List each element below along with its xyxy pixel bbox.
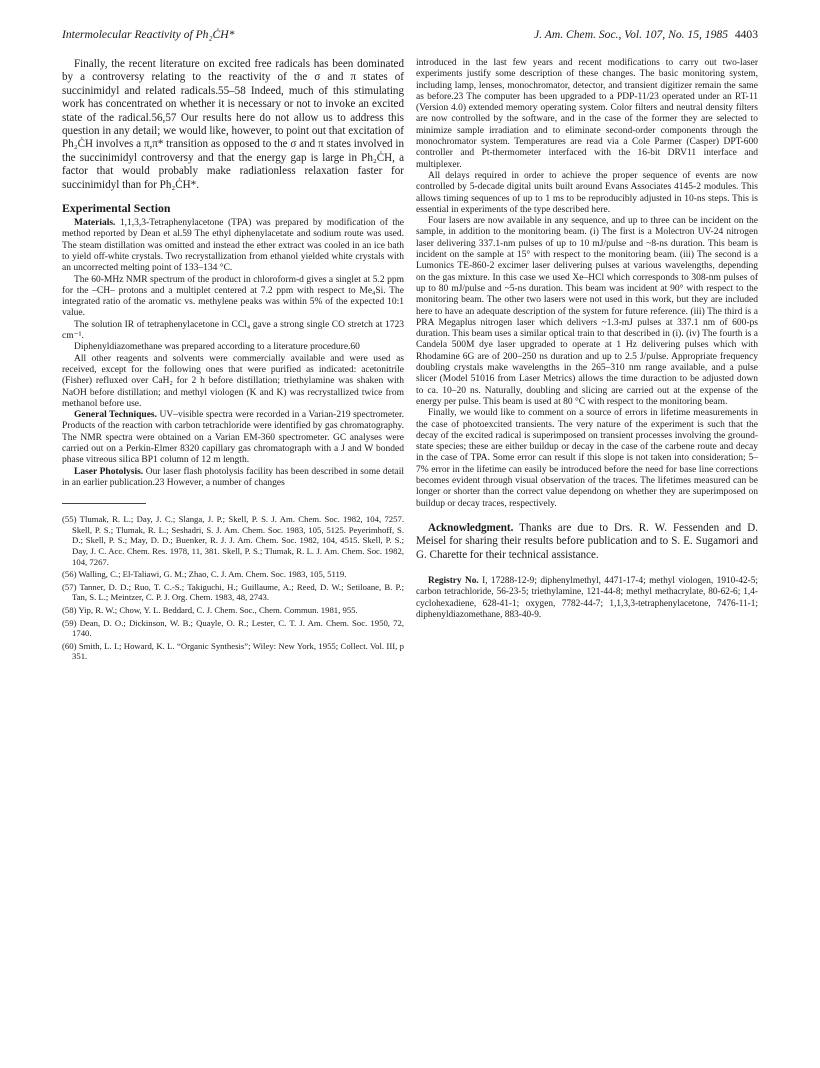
materials-paragraph [62, 218, 404, 274]
materials-text: 1,1,3,3-Tetraphenylacetone (TPA) was prepared by modification of the method reported by Dean et al.59 The ethyl diphenylacetate and sodium route was used. The steam distillation was omitted and instead the ether extract was cooled in an ice bath to yield off-white crystals. Two recrystallization from ethanol yielded white crystals with an uncorrected melting point of 133–134 °C. [62, 218, 404, 274]
intro-paragraph: Finally, the recent literature on excited free radicals has been dominated by a controversy relating to the reactivity of the σ and π states of succinimidyl and related radicals.55–58 Indeed, much of this stimulating work has concentrated on whether it is necessary or not to invoke an excited state of the radical.56,57 Our results here do not allow us to address this question in any detail; we would like, however, to point out that excitation of Ph₂ĊH involves a π,π* transition as opposed to the σ and π states involved in the succinimidyl controversy and that the energy gap is large in Ph₂ĊH, a factor that would probably make radiationless relaxation faster for succinimidyl than for Ph₂ĊH*. [62, 58, 404, 191]
page-number: 4403 [734, 28, 758, 41]
general-techniques-paragraph [62, 410, 404, 466]
general-techniques-text: UV–visible spectra were recorded in a Varian-219 spectrometer. Products of the reaction with carbon tetrachloride were identified by gas chromatography. The NMR spectra were obtained on a Varian EM-360 spectrometer. GC analyses were carried out on a Perkin-Elmer 8320 capillary gas chromatograph with a J and W bonded phase vitreous silica BP1 column of 12 m length. [62, 410, 404, 466]
acknowledgment-run-in-head: Acknowledgment. [428, 521, 514, 534]
left-column [62, 52, 404, 664]
footnote-rule [62, 503, 146, 504]
acknowledgment-section [416, 522, 758, 562]
laser-system-paragraph: introduced in the last few years and recent modifications to carry out two-laser experiments justify some description of these changes. The basic monitoring system, including lamp, lenses, monochromator, detector, and transient digitizer remain the same as before.23 The computer has been upgraded to a PDP-11/23 operated under an RT-11 (Version 4.0) extended memory operating system. Color filters and neutral density filters are now controlled by the software, and in the case of the former they are selected to minimize sample irradiation and to eliminate second-order components through the monochromator system. Temperatures are read via a Cole Parmer (Casper) DPT-600 controller and Pt-thermometer interfaced with the 16-bit DRV11 interface and multiplexer. [416, 58, 758, 170]
nmr-paragraph: The 60-MHz NMR spectrum of the product in chloroform-d gives a singlet at 5.2 ppm for the –CH– protons and a multiplet centered at 7.2 ppm with respect to Me₄Si. The integrated ratio of the aromatic vs. methylene peaks was within 5% of the expected 10:1 value. [62, 274, 404, 319]
registry-run-in-head: Registry No. [428, 576, 479, 587]
registry-text: I, 17288-12-9; diphenylmethyl, 4471-17-4; methyl viologen, 1910-42-5; carbon tetrachloride, 56-23-5; triethylamine, 121-44-8; methyl methacrylate, 80-62-6; 1,4-cyclohexadiene, 628-41-1; oxygen, 7782-44-7; 1,1,3,3-tetraphenylacetone, 7476-11-1; diphenyldiazomethane, 883-40-9. [416, 576, 758, 620]
reference-59: (59) Dean, D. O.; Dickinson, W. B.; Quayle, O. R.; Lester, C. T. J. Am. Chem. Soc. 1950, 72, 1740. [62, 617, 404, 639]
reference-60: (60) Smith, L. I.; Howard, K. L. “Organic Synthesis”; Wiley: New York, 1955; Collect. Vol. III, p 351. [62, 640, 404, 662]
general-techniques-run-in-head: General Techniques. [74, 410, 158, 421]
running-header [62, 28, 758, 44]
timing-paragraph: All delays required in order to achieve the proper sequence of events are now controlled by 5-decade digital units built around Evans Associates 4145-2 modules. This allows timing sequences of up to 1 ms to be reproducibly adjusted in 10-ns steps. This is essential in experiments of the type described here. [416, 170, 758, 215]
lifetime-errors-paragraph: Finally, we would like to comment on a source of errors in lifetime measurements in the case of photoexcited transients. The very nature of the experiment is such that the decay of the excited radical is superimposed on transient processes involving the ground-state species; these are either buildup or decay in the case of the carbene route and decay in the case of TPA. Some error can result if this slope is not taken into consideration; 5–7% error in the lifetime can easily be introduced before the need for base line corrections becomes evident through visual observation of the traces. The lifetimes measured can be longer or shorter than the correct value dependong on whether they are superimposed on buildup or decay traces, respectively. [416, 408, 758, 509]
reference-57: (57) Tanner, D. D.; Ruo, T. C.-S.; Takiguchi, H.; Guillaume, A.; Reed, D. W.; Setiloane, B. P.; Tan, S. L.; Meintzer, C. P. J. Org. Chem. 1983, 48, 2743. [62, 581, 404, 603]
diazo-paragraph: Diphenyldiazomethane was prepared according to a literature procedure.60 [74, 342, 360, 353]
reference-56: (56) Walling, C.; El-Taliawi, G. M.; Zhao, C. J. Am. Chem. Soc. 1983, 105, 5119. [62, 569, 347, 580]
right-column [416, 52, 758, 621]
acknowledgment-text: Thanks are due to Drs. R. W. Fessenden and D. Meisel for sharing their results before publication and to S. E. Sugamori and G. Charette for their technical assistance. [416, 521, 758, 561]
experimental-section-heading: Experimental Section [62, 201, 171, 216]
materials-run-in-head: Materials. [74, 218, 116, 229]
reference-58: (58) Yip, R. W.; Chow, Y. L. Beddard, C. J. Chem. Soc., Chem. Commun. 1981, 955. [62, 604, 358, 615]
running-title: Intermolecular Reactivity of Ph₂ĊH* [62, 28, 235, 41]
reference-list [62, 514, 404, 662]
reagents-paragraph: All other reagents and solvents were commercially available and were used as received, except for the following ones that were purified as indicated: acetonitrile (Fisher) refluxed over CaH₂ for 2 h before distillation; triethylamine was shaken with NaOH before distillation; and methyl viologen (K and K) was recrystallized twice from methanol before use. [62, 353, 404, 409]
ir-paragraph: The solution IR of tetraphenylacetone in CCl₄ gave a strong single CO stretch at 1723 cm⁻¹. [62, 319, 404, 342]
journal-citation: J. Am. Chem. Soc., Vol. 107, No. 15, 1985 [534, 28, 728, 41]
laser-photolysis-run-in-head: Laser Photolysis. [74, 466, 144, 477]
registry-paragraph [416, 576, 758, 621]
laser-photolysis-text: Our laser flash photolysis facility has been described in some detail in an earlier publication.23 However, a number of changes [62, 466, 404, 488]
laser-photolysis-paragraph [62, 467, 404, 490]
reference-55: (55) Tlumak, R. L.; Day, J. C.; Slanga, J. P.; Skell, P. S. J. Am. Chem. Soc. 1982, 104, 7257. Skell, P. S.; Tlumak, R. L.; Seshadri, S. J. Am. Chem. Soc. 1983, 105, 5125. Peyerimhoff, S. D.; Skell, P. S.; May, D. D.; Buenker, R. J. J. Am. Chem. Soc. 1982, 104, 4515. Skell, P. S.; Day, J. C. Acc. Chem. Res. 1978, 11, 381. Skell, P. S.; Tlumak, R. L. J. Am. Chem. Soc. 1982, 104, 7267. [62, 514, 404, 567]
acknowledgment-paragraph [416, 522, 758, 562]
lasers-paragraph: Four lasers are now available in any sequence, and up to three can be incident on the sample, in addition to the monitoring beam. (i) The first is a Molectron UV-24 nitrogen laser delivering 337.1-nm pulses of up to 10 mJ/pulse and ~8-ns duration. This beam is incident on the sample at 15° with respect to the monitoring beam. (iii) The second is a Lumonics TE-860-2 excimer laser delivering pulses at various wavelengths, depending on the gas mixture. In this case we used Xe–HCl which corresponds to 308-nm pulses of up to 80 mJ/pulse and ~5-ns duration. This beam was incident at 90° with respect to the monitoring beam. The other two lasers were not used in this work, but they are included here to have an adequate description of the system for future reference. (iii) The third is a PRA Megaplus nitrogen laser which delivers ~1.3-mJ pulses at 337.1 nm of 600-ps duration. This beam uses a similar optical train to that described in (i). (iv) The fourth is a Candela 500M dye laser upgraded to operate at 1 Hz delivering pulses which with Rhodamine 6G are of 200–250 ns duration and up to 2.5 J/pulse. Appropriate frequency doubling crystals make wavelengths in the 265–310 nm range available, and a pulse slicer (Model 51016 from Laser Metrics) allows the time duraction to be adjusted down to ca. 10–20 ns. Naturally, doubling and slicing are carried out at the expense of the energy per pulse. This beam is used at 80 °C with respect to the monitoring beam. [416, 216, 758, 407]
registry-section [416, 576, 758, 621]
